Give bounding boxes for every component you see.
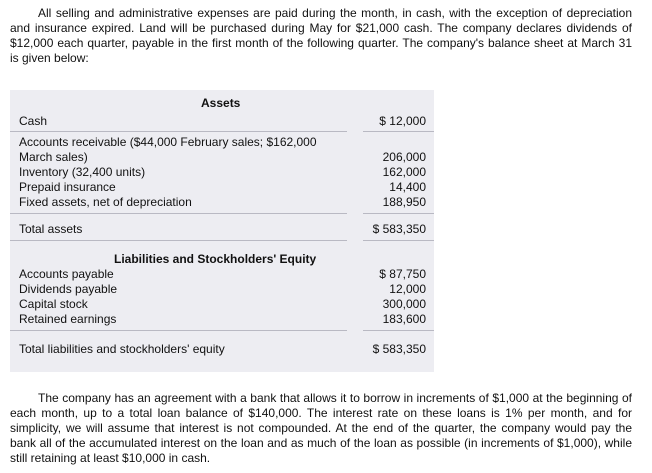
ar-value: 206,000 <box>382 150 426 164</box>
assets-heading: Assets <box>201 96 241 110</box>
inventory-value: 162,000 <box>382 165 426 179</box>
dividends-row <box>10 282 434 297</box>
ap-label: Accounts payable <box>19 267 114 281</box>
inventory-row <box>10 165 434 180</box>
prepaid-label: Prepaid insurance <box>19 180 116 194</box>
capital-value: 300,000 <box>382 297 426 311</box>
ar-label-line1: Accounts receivable ($44,000 February sales; $162,000 <box>19 135 317 149</box>
cash-value: $ 12,000 <box>379 114 426 128</box>
prepaid-value: 14,400 <box>389 180 426 194</box>
cash-row <box>10 114 434 129</box>
rule-fixed-amount <box>363 213 434 214</box>
dividends-label: Dividends payable <box>19 282 118 296</box>
liabilities-heading: Liabilities and Stockholders' Equity <box>114 252 317 266</box>
inventory-label: Inventory (32,400 units) <box>19 165 146 179</box>
rule-cash-amount <box>363 131 434 132</box>
total-liabilities-row <box>10 342 434 357</box>
rule-total-assets-amount <box>363 240 434 241</box>
retained-label: Retained earnings <box>19 312 117 326</box>
capital-row <box>10 297 434 312</box>
intro-paragraph: All selling and administrative expenses are paid during the month, in cash, with the exception of depreciation and insurance expired. Land will be purchased during May for $21,000 cash. The company declares dividends of $12,000 each quarter, payable in the first month of the following quarter. The company's balance sheet at March 31 is given below: <box>10 6 632 65</box>
fixed-assets-row <box>10 195 434 210</box>
ar-row-2 <box>10 150 434 165</box>
fixed-assets-label: Fixed assets, net of depreciation <box>19 195 192 209</box>
total-liabilities-label: Total liabilities and stockholders' equity <box>19 342 225 356</box>
balance-sheet <box>10 90 434 372</box>
rule-retained <box>10 330 347 331</box>
cash-label: Cash <box>19 114 48 128</box>
rule-total-assets <box>10 240 347 241</box>
capital-label: Capital stock <box>19 297 88 311</box>
outro-paragraph: The company has an agreement with a bank that allows it to borrow in increments of $1,000 at the beginning of each month, up to a total loan balance of $140,000. The interest rate on these loans is 1% per month, and for simplicity, we will assume that interest is not compounded. At the end of the quarter, the company would pay the bank all of the accumulated interest on the loan and as much of the loan as possible (in increments of $1,000), while still retaining at least $10,000 in cash. <box>10 391 632 465</box>
total-assets-value: $ 583,350 <box>372 222 426 236</box>
fixed-assets-value: 188,950 <box>382 195 426 209</box>
total-assets-row <box>10 222 434 237</box>
ap-value: $ 87,750 <box>379 267 426 281</box>
total-liabilities-value: $ 583,350 <box>372 342 426 356</box>
ar-row-1 <box>10 135 434 150</box>
ap-row <box>10 267 434 282</box>
total-assets-label: Total assets <box>19 222 83 236</box>
prepaid-row <box>10 180 434 195</box>
rule-cash <box>10 131 347 132</box>
rule-retained-amount <box>363 330 434 331</box>
retained-value: 183,600 <box>382 312 426 326</box>
dividends-value: 12,000 <box>389 282 426 296</box>
ar-label-line2: March sales) <box>19 150 88 164</box>
retained-row <box>10 312 434 327</box>
rule-fixed <box>10 213 347 214</box>
